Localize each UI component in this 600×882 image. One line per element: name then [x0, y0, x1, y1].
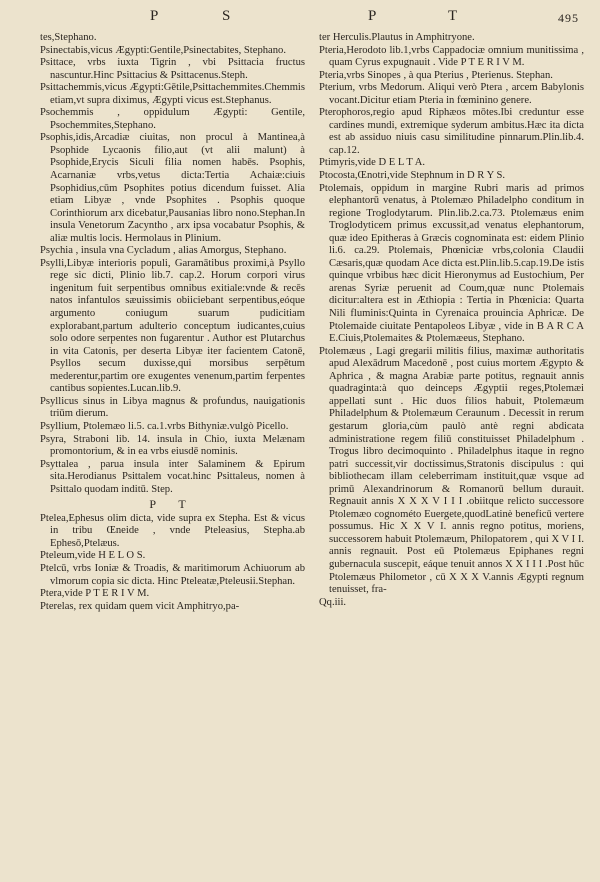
- header-letter-left-2: S: [222, 8, 232, 24]
- dictionary-entry: Ptimyris,vide D E L T A.: [319, 157, 426, 169]
- dictionary-entry: Pterium, vrbs Medorum. Aliqui verò Ptera , arcem Babylonis vocant.Dicitur etiam Pteria in fœminino genere.: [319, 82, 584, 106]
- dictionary-entry: Pteria,vrbs Sinopes , à qua Pterius , Pterienus. Stephan.: [319, 69, 553, 81]
- dictionary-entry: Psyttalea , parua insula inter Salaminem & Epirum sita.Herodianus Psittalem vocat.hinc Psittaleus, nomen à Psittalo quodam inditū. Step.: [40, 458, 305, 495]
- dictionary-entry: Psittace, vrbs iuxta Tigrin , vbi Psittacia fructus nascuntur.Hinc Psittacius & Psittacenus.Steph.: [40, 57, 305, 81]
- dictionary-entry: Psochemmis , oppidulum Ægypti: Gentile, Psochemmites,Stephano.: [40, 107, 305, 131]
- header-letter-left-1: P: [150, 8, 160, 24]
- dictionary-entry: Pteria,Herodoto lib.1,vrbs Cappadociæ omnium munitissima , quam Cyrus expugnauit . Vide P T E R I V M.: [319, 44, 584, 69]
- header-letter-right-1: P: [368, 8, 378, 24]
- dictionary-entry: Ptocosta,Œnotri,vide Stephnum in D R Y S.: [319, 170, 506, 182]
- dictionary-entry: tes,Stephano.: [40, 32, 97, 43]
- dictionary-entry: Pterophoros,regio apud Riphæos mōtes.Ibi creduntur esse cardines mundi, extremique syderum ambitus.Hæc ita dicta est ab assiduo niuis casu similitudine pinnarum.Plin.lib.4. cap.12.: [319, 107, 584, 156]
- dictionary-entry: Ptelcū, vrbs Ioniæ & Troadis, & maritimorum Achiuorum ab vlmorum copia sic dicta. Hinc Pteleatæ,Pteleusii.Stephan.: [40, 562, 305, 587]
- dictionary-entry: Psinectabis,vicus Ægypti:Gentile,Psinectabites, Stephano.: [40, 44, 286, 56]
- page-number: 495: [558, 11, 579, 25]
- dictionary-entry: Psophis,idis,Arcadiæ ciuitas, non procul à Mantinea,à Psophide Lycaonis filio,aut (vt alii malunt) à Psophide,Erycis Siculi filia nomen habēs. Psophis, Acarnaniæ vrbs,vetus dicta:Tertia Achaiæ:ciuis Psophidius,cūm Psophites potius dicendum fuisset. Alia etiam Libyæ , vnde Psophites . Psophis quoque Corinthiorum arx dicebatur,Pausanias libro nono.Stephan.In insula Venetorum Zacyntho , arx ipsa vocabatur Psophis, & aliæ multis locis. Hermolaus in Plinium.: [40, 132, 305, 244]
- dictionary-entry: Ptolemais, oppidum in margine Rubri maris ad primos elephantorū venatus, à Ptolemæo Philadelpho conditum in regione Troglodytarum. Plin.lib.2.ca.73. Ptolemæus enim Troglodyticem primus excussit,ad venatus elephantorum, quæ ideo Epitheras à Græcis cognominata est: eidem Plinio li.6. ca.29. Ptolemais, Phœniciæ vrbs,colonia Claudii Cæsaris,quæ quodam Ace dicta est.Plin.lib.5.cap.19.De istis quinque vrbibus hæc dicit Hieronymus ad Eustochium, Per arenas Syriæ peruenit ad Coum,quæ nunc Ptolemais dicitur:altera est in Æthiopia : Tertia in Phœnicia: Quarta Nili fluminis:Quinta in Cyrenaica prouincia Aphricæ. De Ptolemaide ciuitate Pentapoleos Libyæ , vide in B A R C A E.Ciuis,Ptolemaites & Ptolemæeus, Stephano.: [319, 182, 584, 345]
- dictionary-entry: Psyllium, Ptolemæo li.5. ca.1.vrbs Bithyniæ.vulgò Picello.: [40, 420, 289, 432]
- header-letter-right-2: T: [448, 8, 459, 24]
- dictionary-entry: Psylli,Libyæ interioris populi, Garamātibus proximi,à Psyllo rege sic dicti, Plinio lib.7. cap.2. Horum corpori virus ingenitum fuit serpentibus omnibus exitiale:vnde & recēs natos infantulos sæuissimis obiiciebant serpentibus,eóque argumento coniugum suarum pudicitiam explorabant,partum adulterio conceptum iudicantes,cuius solo odore serpentes non fugarentur . Author est Plutarchus in vita Catonis, per deserta Libyæ iter facientem Catonē, Psyllos secum duxisse,qui morsibus serpētum mederentur,partim ore exugentes venenum,partim ferpentes cantibus sopientes.Lucan.lib.9.: [40, 257, 305, 395]
- text-columns: [40, 32, 585, 613]
- dictionary-entry: Ptelea,Ephesus olim dicta, vide supra ex Stepha. Est & vicus in tribu Œneide , vnde Pteleasius, Stepha.ab Ephesō,Ptelæus.: [40, 512, 305, 549]
- signature-mark: Qq.iii.: [319, 596, 347, 608]
- dictionary-entry: Ptolemæus , Lagi gregarii militis filius, maximæ authoritatis apud Alexādrum Macedonē , post cuius mortem Ægypto & Aphrica , & magna Arabiæ parte potitus, regnauit annis quadraginta:à quo deinceps Ægyptii reges,Ptolemæi appellati sunt . Hic duos filios habuit, Ptolemæum Philadelphum & Ptolemæum Ceraunum . Decessit in rerum gestarum gloria,cùm paulò antè regni abdicata administratione regem filiū constituisset Philadelphum . Trogus libro decimoquinto . Philadelphus itaque in regno patri successit,vir doctissimus,Stratonis discipulus : qui bibliothecam illam celeberrimam instituit,quæ vsque ad primū Alexandrinorum & Romanorū bellum durauit. Regnauit annis X X X V I I I .obiitque relicto successore Ptolemæo cognométo Euergete,quodLatinè beneficū vertere possumus. Hic X X V I. annis regno potitus, moriens, successorem habuit Ptolemæum, Philopatorem , qui X V I I. annis regnauit. Post eū Ptolemæus Epiphanes regni gubernacula suscepit, eáque tenuit annos X X I I I .Post hūc Ptolemæus Philometor , cū X X X V.annis Ægypti regnum tenuisset, fra-: [319, 345, 585, 596]
- dictionary-entry: Pterelas, rex quidam quem vicit Amphitryo,pa-: [40, 600, 240, 612]
- left-column: [40, 32, 305, 613]
- section-heading: P T: [149, 497, 196, 512]
- dictionary-entry: Ptera,vide P T E R I V M.: [40, 588, 150, 600]
- right-column: [319, 32, 584, 613]
- dictionary-entry: Psittachemmis,vicus Ægypti:Gētile,Psittachemmites.Chemmis etiam,vt supra diximus, Ægypti vicus est.Stephanus.: [40, 82, 305, 106]
- dictionary-entry: Pteleum,vide H E L O S.: [40, 550, 146, 562]
- dictionary-entry: ter Herculis.Plautus in Amphitryone.: [319, 32, 475, 43]
- dictionary-entry: Psyllicus sinus in Libya magnus & profundus, nauigationis triūm dierum.: [40, 395, 305, 420]
- dictionary-entry: Psychia , insula vna Cycladum , alias Amorgus, Stephano.: [40, 245, 287, 257]
- running-header: [0, 8, 600, 30]
- dictionary-entry: Psyra, Straboni lib. 14. insula in Chio, iuxta Melænam promontorium, & in ea vrbs eiusdē nominis.: [40, 433, 305, 458]
